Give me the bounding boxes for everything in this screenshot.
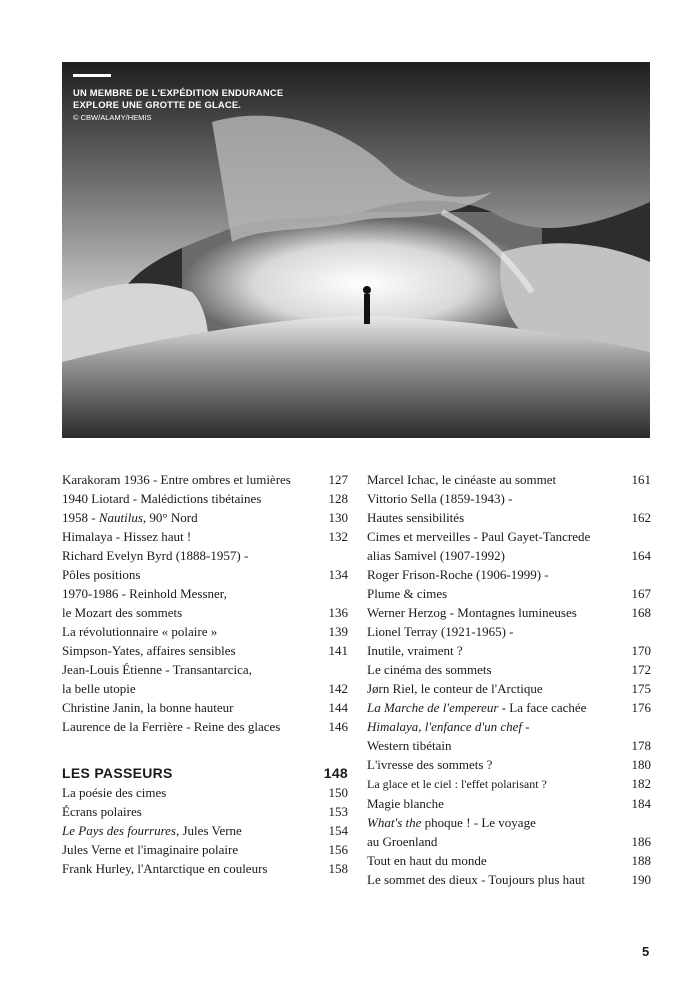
toc-entry[interactable] — [367, 755, 651, 774]
entry-page: 184 — [631, 796, 651, 811]
entry-page: 170 — [631, 643, 651, 658]
entry-page: 178 — [631, 738, 651, 753]
section-page: 148 — [323, 765, 348, 781]
entry-page: 167 — [631, 586, 651, 601]
entry-title-pre: 1958 - — [62, 510, 99, 525]
entry-page: 190 — [631, 872, 651, 887]
entry-title: Laurence de la Ferrière - Reine des glaces — [62, 719, 281, 734]
entry-page: 128 — [328, 491, 348, 506]
page-number: 5 — [642, 944, 650, 959]
entry-title-line-1 — [367, 717, 651, 736]
entry-title-post: - La face cachée — [498, 700, 587, 715]
caption-line-2: EXPLORE UNE GROTTE DE GLACE. — [73, 99, 242, 110]
entry-page: 161 — [631, 472, 651, 487]
entry-page: 153 — [328, 804, 348, 819]
toc-entry[interactable] — [62, 859, 348, 878]
entry-title-line-1: Jean-Louis Étienne - Transantarcica, — [62, 662, 252, 677]
entry-title-line-2: Hautes sensibilités — [367, 510, 465, 525]
entry-title: Jørn Riel, le conteur de l'Arctique — [367, 681, 543, 696]
entry-title-line-2: au Groenland — [367, 834, 438, 849]
toc-entry[interactable] — [62, 489, 348, 508]
entry-title: Simpson-Yates, affaires sensibles — [62, 643, 236, 658]
toc-entry[interactable] — [62, 584, 348, 622]
entry-title-post: - — [522, 719, 530, 734]
entry-page: 132 — [328, 529, 348, 544]
toc-entry[interactable] — [367, 489, 651, 527]
entry-page: 175 — [631, 681, 651, 696]
entry-title: Werner Herzog - Montagnes lumineuses — [367, 605, 577, 620]
entry-title-post: phoque ! - Le voyage — [421, 815, 536, 830]
entry-title: Le cinéma des sommets — [367, 662, 492, 677]
toc-entry[interactable] — [367, 774, 651, 794]
entry-title-line-2: Plume & cimes — [367, 586, 448, 601]
ice-cave-photo — [62, 62, 650, 438]
toc-entry[interactable] — [367, 470, 651, 489]
toc-entry[interactable] — [367, 794, 651, 813]
entry-title-line-2: la belle utopie — [62, 681, 136, 696]
toc-entry[interactable] — [367, 565, 651, 603]
entry-title-line-2: le Mozart des sommets — [62, 605, 183, 620]
toc-entry[interactable] — [62, 622, 348, 641]
entry-title: Himalaya - Hissez haut ! — [62, 529, 192, 544]
section-heading-les-passeurs[interactable] — [62, 764, 348, 783]
entry-title-line-2: Western tibétain — [367, 738, 452, 753]
entry-page: 141 — [328, 643, 348, 658]
entry-page: 144 — [328, 700, 348, 715]
entry-title-italic: La Marche de l'empereur — [367, 700, 499, 715]
entry-page: 158 — [328, 861, 348, 876]
toc-entry[interactable] — [62, 783, 348, 802]
toc-entry[interactable] — [367, 622, 651, 660]
toc-entry[interactable] — [62, 527, 348, 546]
entry-page: 134 — [328, 567, 348, 582]
toc-entry[interactable] — [367, 679, 651, 698]
entry-title: Jules Verne et l'imaginaire polaire — [62, 842, 239, 857]
toc-entry[interactable] — [62, 508, 348, 527]
entry-page: 188 — [631, 853, 651, 868]
entry-title: Frank Hurley, l'Antarctique en couleurs — [62, 861, 268, 876]
section-title: LES PASSEURS — [62, 765, 173, 781]
entry-title — [367, 698, 632, 717]
toc-entry[interactable] — [367, 698, 651, 717]
entry-title: La glace et le ciel : l'effet polarisant ? — [367, 777, 547, 791]
toc-entry[interactable] — [62, 660, 348, 698]
entry-title-post: , 90° Nord — [142, 510, 198, 525]
entry-title: Écrans polaires — [62, 804, 142, 819]
entry-title-italic: Le Pays des fourrures — [62, 823, 176, 838]
entry-title-italic: Nautilus — [98, 510, 143, 525]
entry-title: Karakoram 1936 - Entre ombres et lumières — [62, 472, 291, 487]
entry-page: 156 — [328, 842, 348, 857]
entry-title: Christine Janin, la bonne hauteur — [62, 700, 234, 715]
toc-entry[interactable] — [62, 641, 348, 660]
toc-entry[interactable] — [367, 603, 651, 622]
entry-title: Marcel Ichac, le cinéaste au sommet — [367, 472, 557, 487]
entry-page: 168 — [631, 605, 651, 620]
entry-page: 182 — [631, 776, 651, 791]
toc-right-column — [367, 470, 651, 889]
entry-page: 139 — [328, 624, 348, 639]
toc-entry[interactable] — [367, 527, 651, 565]
entry-title: La poésie des cimes — [62, 785, 167, 800]
entry-page: 130 — [328, 510, 348, 525]
entry-title-line-2: alias Samivel (1907-1992) — [367, 548, 505, 563]
entry-title-line-1 — [367, 813, 651, 832]
entry-title-italic: What's the — [367, 815, 422, 830]
toc-entry[interactable] — [367, 851, 651, 870]
entry-page: 186 — [631, 834, 651, 849]
entry-title-line-1: Vittorio Sella (1859-1943) - — [367, 491, 513, 506]
entry-title: L'ivresse des sommets ? — [367, 757, 493, 772]
toc-left-column — [62, 470, 348, 878]
entry-title-line-1: Lionel Terray (1921-1965) - — [367, 624, 514, 639]
entry-page: 154 — [328, 823, 348, 838]
entry-page: 172 — [631, 662, 651, 677]
entry-title: 1940 Liotard - Malédictions tibétaines — [62, 491, 262, 506]
entry-page: 136 — [328, 605, 348, 620]
caption-rule — [73, 74, 111, 77]
toc-entry[interactable] — [62, 840, 348, 859]
entry-page: 162 — [631, 510, 651, 525]
toc-entry[interactable] — [62, 470, 348, 489]
entry-page: 146 — [328, 719, 348, 734]
entry-page: 150 — [328, 785, 348, 800]
entry-title — [62, 508, 329, 527]
caption-line-1: UN MEMBRE DE L'EXPÉDITION ENDURANCE — [73, 87, 284, 98]
toc-entry[interactable] — [367, 660, 651, 679]
entry-title-line-1: Roger Frison-Roche (1906-1999) - — [367, 567, 549, 582]
entry-title: Magie blanche — [367, 796, 444, 811]
entry-title-line-2: Inutile, vraiment ? — [367, 643, 463, 658]
entry-title: Tout en haut du monde — [367, 853, 487, 868]
entry-page: 127 — [328, 472, 348, 487]
entry-page: 180 — [631, 757, 651, 772]
entry-title-line-1: Cimes et merveilles - Paul Gayet-Tancrede — [367, 529, 591, 544]
entry-title-line-1: Richard Evelyn Byrd (1888-1957) - — [62, 548, 249, 563]
toc-entry[interactable] — [367, 813, 651, 851]
toc-entry[interactable] — [62, 717, 348, 736]
entry-title-post: , Jules Verne — [176, 823, 242, 838]
photo-credit: © CBW/ALAMY/HEMIS — [73, 113, 152, 122]
toc-entry[interactable] — [62, 802, 348, 821]
toc-entry[interactable] — [62, 821, 348, 840]
entry-page: 176 — [631, 700, 651, 715]
toc-entry[interactable] — [367, 717, 651, 755]
entry-page: 142 — [328, 681, 348, 696]
entry-title-line-1: 1970-1986 - Reinhold Messner, — [62, 586, 227, 601]
photo-caption — [73, 74, 283, 123]
entry-page: 164 — [631, 548, 651, 563]
toc-entry[interactable] — [367, 870, 651, 889]
entry-title — [62, 821, 329, 840]
entry-title: La révolutionnaire « polaire » — [62, 624, 218, 639]
toc-entry[interactable] — [62, 698, 348, 717]
entry-title-italic: Himalaya, l'enfance d'un chef — [367, 719, 523, 734]
entry-title-line-2: Pôles positions — [62, 567, 141, 582]
toc-entry[interactable] — [62, 546, 348, 584]
entry-title: Le sommet des dieux - Toujours plus haut — [367, 872, 586, 887]
